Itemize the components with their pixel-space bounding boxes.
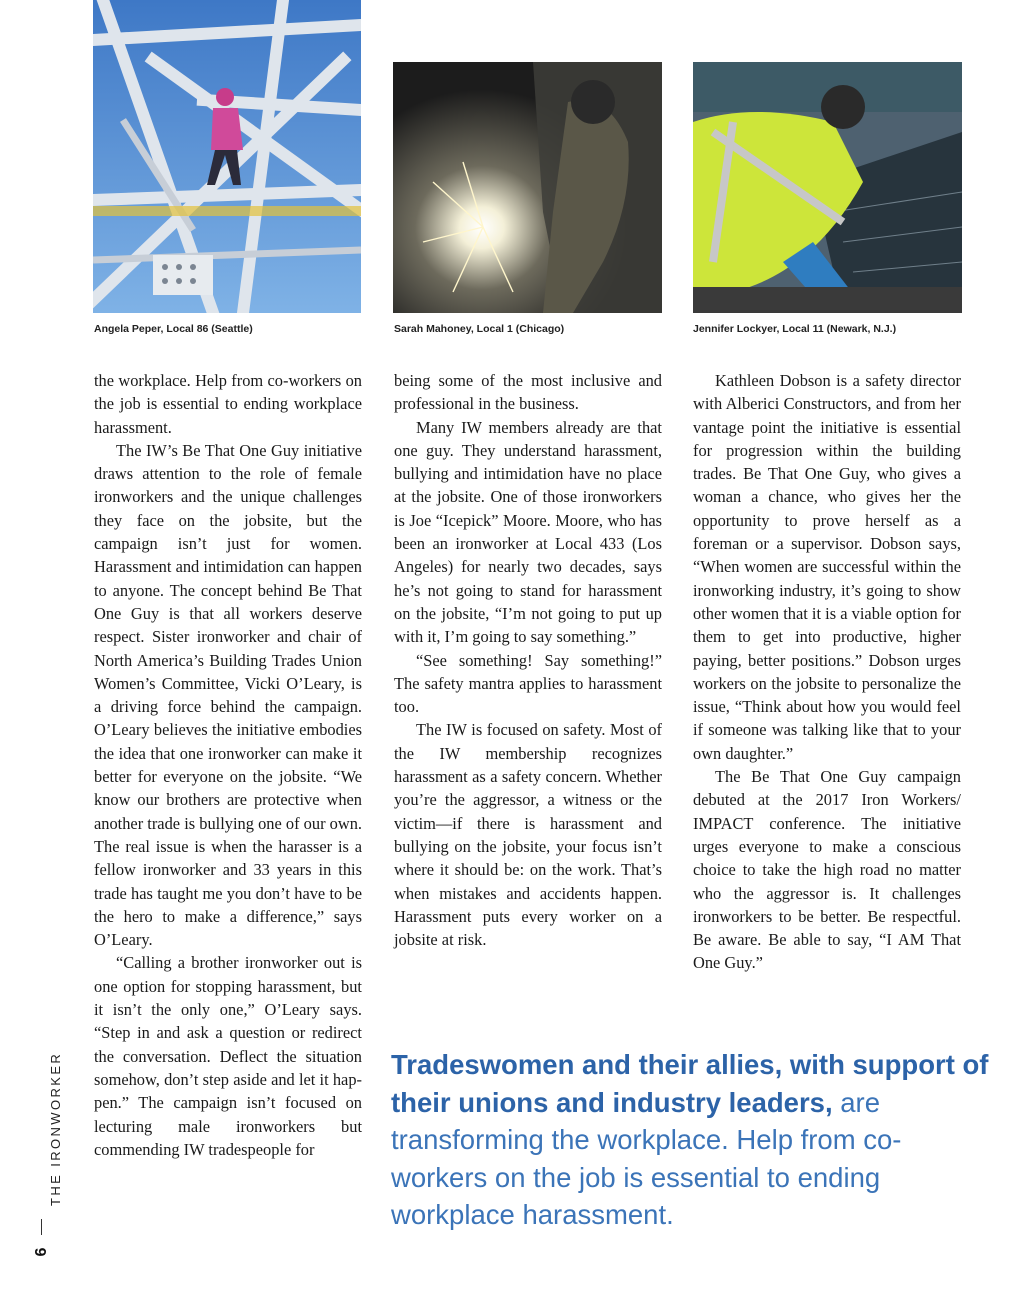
- paragraph: being some of the most inclusive and professional in the business.: [394, 371, 662, 414]
- article-column-2: [394, 369, 662, 951]
- article-column-3: [693, 369, 961, 975]
- photo-angela-peper: [93, 0, 361, 313]
- page-number: 6: [33, 1247, 50, 1257]
- pull-quote: [391, 1046, 991, 1234]
- paragraph: The Be That One Guy campaign debuted at the 2017 Iron Workers/ IMPACT conference. The initiative urges everyone to make a conscious choice to take the high road no matter who the aggressor is. It challenges ironworkers to be better. Be respectful. Be aware. Be able to say, “I AM That One Guy.”: [693, 767, 961, 973]
- photo-caption: Angela Peper, Local 86 (Seattle): [94, 323, 253, 335]
- paragraph: The IW’s Be That One Guy initiative draws attention to the role of female ironworkers and the unique challenges they face on the jobsite, but the campaign isn’t just for women. Harassment and intimidation can happen to anyone. The concept behind Be That One Guy is that all workers deserve respect. Sister ironworker and chair of North America’s Building Trades Union Women’s Committee, Vicki O’Leary, is a driving force behind the campaign. O’Leary believes the initiative embodies the idea that one ironworker can make it better for everyone on the jobsite. “We know our brothers are protective when another trade is bullying one of our own. The real issue is when the harasser is a fellow ironworker and 33 years in this trade has taught me you don’t have to be the hero to make a difference,” says O’Leary.: [94, 440, 362, 950]
- photo-caption: Sarah Mahoney, Local 1 (Chicago): [394, 323, 565, 335]
- publication-title: THE IRONWORKER: [48, 1051, 63, 1206]
- paragraph: “Calling a brother ironworker out is one option for stopping harassment, but it isn’t the only one,” O’Leary says. “Step in and ask a question or redirect the conversation. Deflect the situation somehow, don’t step aside and let it happen.” The campaign isn’t focused on lecturing male ironworkers but commending IW tradespeople for: [94, 953, 362, 1159]
- paragraph: “See something! Say something!” The safety mantra applies to harassment too.: [394, 650, 662, 717]
- photo-caption: Jennifer Lockyer, Local 11 (Newark, N.J.): [693, 323, 897, 335]
- photo-sarah-mahoney: [393, 62, 662, 313]
- paragraph: The IW is focused on safety. Most of the IW membership recognizes harassment as a safety concern. Whether you’re the aggressor, a witness or the victim—if there is harassment and bullying on the jobsite, your focus isn’t where it should be: on the work. That’s when mistakes and accidents happen. Harassment puts every worker on a jobsite at risk.: [394, 720, 662, 950]
- paragraph: Kathleen Dobson is a safety director with Alberici Constructors, and from her vantage point the initiative is essential for progression within the building trades. Be That One Guy, who gives a woman a chance, who gives her the opportunity to prove herself as a foreman or a supervisor. Dobson says, “When women are successful within the ironworking industry, it’s going to show other women that it is a viable option for them to get into productive, higher paying, better positions.” Dobson urges workers on the jobsite to personalize the issue, “Think about how you would feel if someone was talking like that to your own daughter.”: [693, 371, 961, 763]
- sidebar-divider: [41, 1219, 42, 1235]
- article-column-1: [94, 369, 362, 1161]
- paragraph: Many IW members already are that one guy. They understand harassment, bullying and intimidation have no place at the jobsite. One of those ironworkers is Joe “Icepick” Moore. Moore, who has been an ironworker at Local 433 (Los Angeles) for nearly two decades, says he’s not going to stand for harassment on the jobsite, “I’m not going to put up with it, I’m going to say something.”: [394, 417, 662, 647]
- pull-quote-regular: are transforming the workplace. Help from co-workers on the job is essential to ending workplace harassment.: [391, 1086, 902, 1231]
- paragraph: the workplace. Help from co-workers on the job is essential to ending workplace harassment.: [94, 371, 362, 437]
- photo-jennifer-lockyer: [693, 62, 962, 313]
- pull-quote-bold: Tradeswomen and their allies, with support of their unions and industry leaders,: [391, 1049, 989, 1118]
